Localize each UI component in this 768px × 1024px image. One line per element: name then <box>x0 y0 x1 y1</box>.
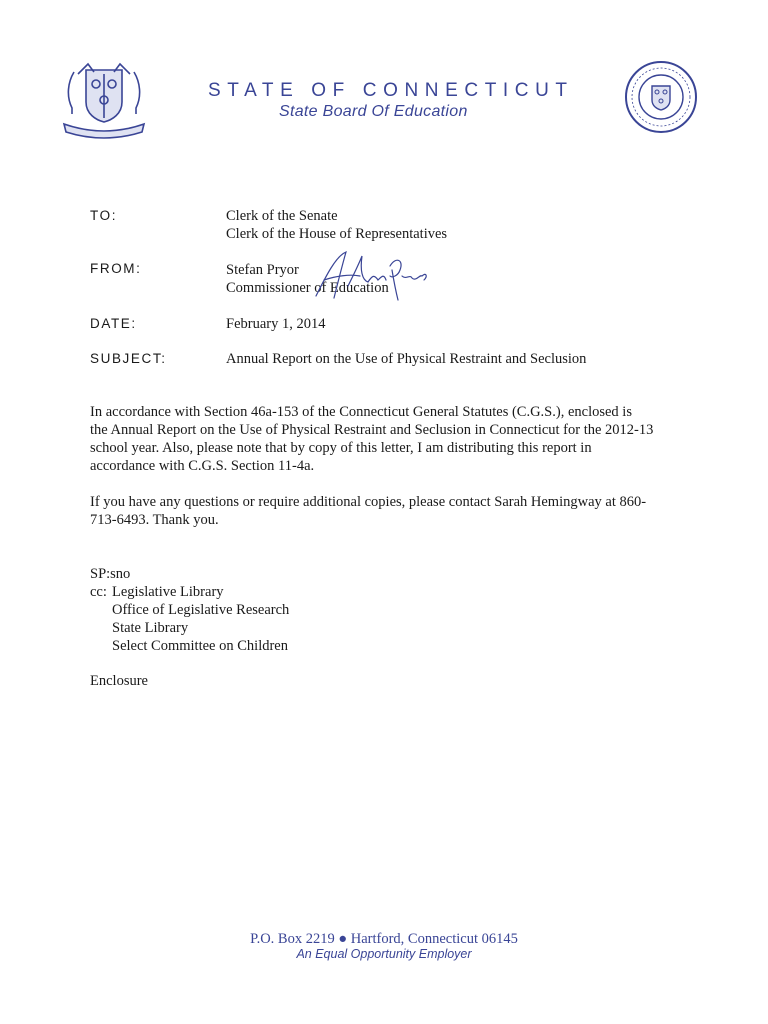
paragraph-line: In accordance with Section 46a-153 of the Connecticut General Statutes (C.G.S.), enclosed is <box>90 404 632 420</box>
body-paragraph-1 <box>90 403 690 475</box>
cc-recipient: Select Committee on Children <box>112 638 288 654</box>
from-name: Stefan Pryor <box>226 262 299 278</box>
subject-value: Annual Report on the Use of Physical Restraint and Seclusion <box>226 351 587 367</box>
to-recipients <box>226 207 447 243</box>
to-label: TO: <box>90 208 118 223</box>
body-paragraph-2 <box>90 493 690 529</box>
cc-block <box>90 565 289 655</box>
paragraph-line: If you have any questions or require additional copies, please contact Sarah Hemingway at 860- <box>90 494 647 510</box>
from-label: FROM: <box>90 261 142 276</box>
letterhead-subtitle: State Board Of Education <box>279 103 468 120</box>
paragraph-line: the Annual Report on the Use of Physical Restraint and Seclusion in Connecticut for the 2012-13 <box>90 422 654 438</box>
paragraph-line: school year. Also, please note that by copy of this letter, I am distributing this report in <box>90 440 592 456</box>
cc-recipient: Office of Legislative Research <box>112 602 290 618</box>
enclosure-note: Enclosure <box>90 673 148 689</box>
paragraph-line: accordance with C.G.S. Section 11-4a. <box>90 458 315 474</box>
footer-address: P.O. Box 2219 ● Hartford, Connecticut 06145 <box>250 931 518 947</box>
board-of-education-seal-icon <box>624 60 698 134</box>
letterhead-title: STATE OF CONNECTICUT <box>208 80 574 101</box>
date-value: February 1, 2014 <box>226 316 326 332</box>
from-title: Commissioner of Education <box>226 280 389 296</box>
subject-label: SUBJECT: <box>90 351 167 366</box>
cc-recipient: State Library <box>112 620 189 636</box>
handwritten-signature <box>312 246 430 302</box>
date-label: DATE: <box>90 316 137 331</box>
to-line: Clerk of the House of Representatives <box>226 226 448 242</box>
cc-recipient: Legislative Library <box>112 584 224 600</box>
to-line: Clerk of the Senate <box>226 208 338 224</box>
state-seal-icon <box>56 58 152 140</box>
footer-tagline: An Equal Opportunity Employer <box>296 947 472 961</box>
cc-label: cc: <box>90 584 107 600</box>
cc-first-line <box>90 583 289 601</box>
author-initials: SP:sno <box>90 566 131 582</box>
paragraph-line: 713-6493. Thank you. <box>90 512 219 528</box>
